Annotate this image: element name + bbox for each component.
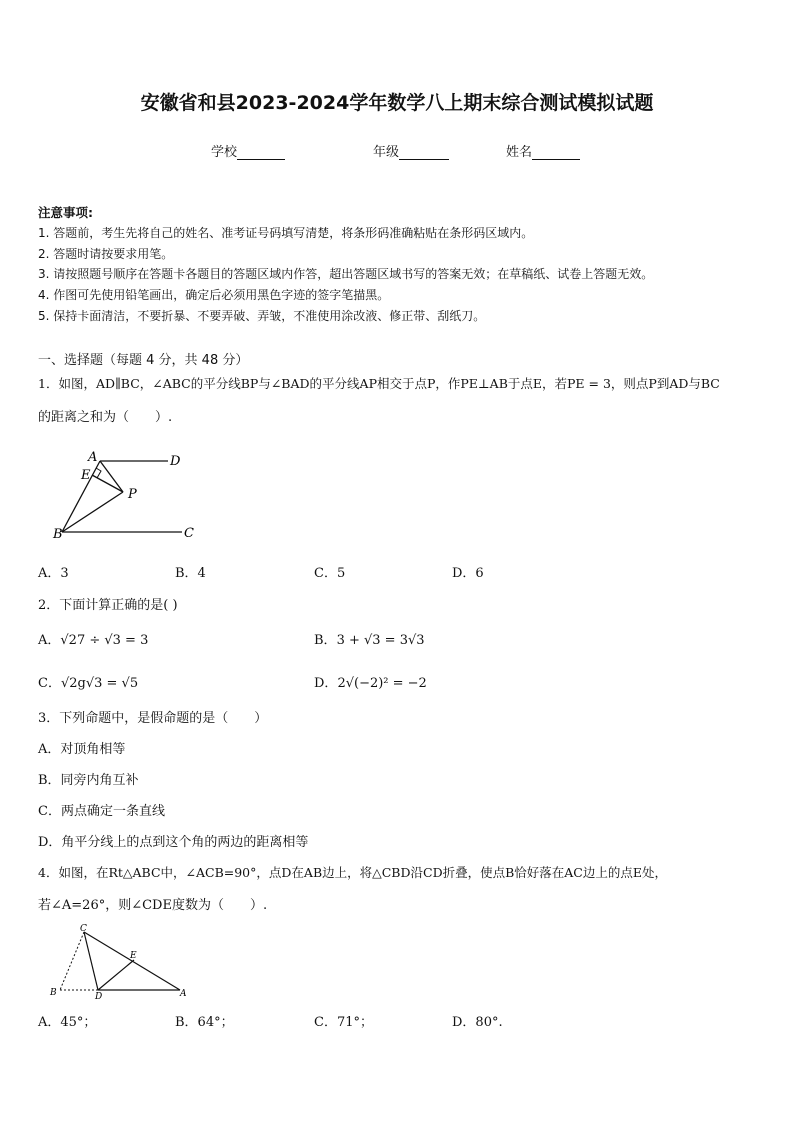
q1-label-p: P — [128, 487, 137, 502]
q4-label-a: A — [180, 989, 187, 999]
q1-option-a: A．3 — [38, 566, 69, 581]
notes-heading: 注意事项: — [38, 205, 93, 220]
q1-label-c: C — [184, 526, 194, 541]
q4-label-b: B — [50, 988, 57, 998]
q2-option-d — [314, 672, 427, 691]
note-item: 5. 保持卡面清洁，不要折暴、不要弄破、弄皱，不准使用涂改液、修正带、刮纸刀。 — [38, 309, 486, 323]
q3-stem: 3．下列命题中，是假命题的是（ ） — [38, 711, 268, 726]
q1-option-d: D．6 — [452, 566, 484, 581]
section-heading: 一、选择题（每题 4 分，共 48 分） — [38, 353, 249, 368]
q3-option-a: A．对顶角相等 — [38, 742, 126, 757]
grade-blank — [399, 145, 449, 160]
q4-figure — [44, 922, 194, 1002]
q1-label-a: A — [88, 450, 98, 465]
school-label: 学校 — [211, 145, 238, 160]
q1-label-e: E — [81, 468, 91, 483]
q4-option-c: C．71°； — [314, 1015, 373, 1030]
q3-option-d: D．角平分线上的点到这个角的两边的距离相等 — [38, 835, 309, 850]
q4-label-c: C — [80, 924, 87, 934]
q2-option-a-expr: √27 ÷ √3 = 3 — [60, 633, 149, 648]
q4-label-e: E — [130, 951, 137, 961]
q2-option-d-expr: 2√(−2)² = −2 — [337, 676, 427, 691]
q2-option-b-prefix: B． — [314, 633, 337, 648]
q2-option-c-expr: √2g√3 = √5 — [60, 676, 139, 691]
q4-option-a: A．45°； — [38, 1015, 97, 1030]
q1-stem-line2: 的距离之和为（ ）. — [38, 410, 173, 425]
q2-option-a — [38, 629, 148, 648]
note-item: 4. 作图可先使用铅笔画出，确定后必须用黑色字迹的签字笔描黑。 — [38, 288, 390, 302]
q2-option-b-expr: 3 + √3 = 3√3 — [336, 633, 425, 648]
q2-stem: 2．下面计算正确的是( ) — [38, 598, 178, 613]
q3-option-c: C．两点确定一条直线 — [38, 804, 165, 819]
q1-option-c: C．5 — [314, 566, 346, 581]
grade-label: 年级 — [373, 145, 400, 160]
q2-option-b — [314, 629, 425, 648]
school-blank — [237, 145, 285, 160]
note-item: 1. 答题前，考生先将自己的姓名、准考证号码填写清楚，将条形码准确粘贴在条形码区域内。 — [38, 226, 534, 240]
q4-stem-line2: 若∠A=26°，则∠CDE度数为（ ）. — [38, 898, 268, 913]
name-blank — [532, 145, 580, 160]
q1-stem-line1: 1．如图，AD∥BC，∠ABC的平分线BP与∠BAD的平分线AP相交于点P，作PE⊥AB于点E，若PE = 3，则点P到AD与BC — [38, 376, 720, 391]
q1-option-b: B．4 — [175, 566, 206, 581]
q4-option-d: D．80°. — [452, 1015, 503, 1030]
note-item: 3. 请按照题号顺序在答题卡各题目的答题区域内作答，超出答题区域书写的答案无效；在草稿纸、试卷上答题无效。 — [38, 267, 654, 281]
q2-option-c-prefix: C． — [38, 676, 61, 691]
q2-option-c — [38, 672, 138, 691]
school-field — [211, 141, 285, 160]
q2-option-d-prefix: D． — [314, 676, 338, 691]
q1-figure — [50, 448, 210, 543]
q3-option-b: B．同旁内角互补 — [38, 773, 139, 788]
name-field — [506, 141, 580, 160]
page-title: 安徽省和县2023-2024学年数学八上期末综合测试模拟试题 — [140, 92, 654, 114]
q2-option-a-prefix: A． — [38, 633, 61, 648]
q1-label-d: D — [170, 454, 181, 469]
q1-label-b: B — [53, 527, 63, 542]
name-label: 姓名 — [506, 145, 533, 160]
q4-label-d: D — [95, 992, 103, 1002]
note-item: 2. 答题时请按要求用笔。 — [38, 247, 174, 261]
q4-option-b: B．64°； — [175, 1015, 234, 1030]
grade-field — [373, 141, 449, 160]
q4-stem-line1: 4．如图，在Rt△ABC中，∠ACB=90°，点D在AB边上，将△CBD沿CD折叠，使点B恰好落在AC边上的点E处， — [38, 865, 667, 880]
